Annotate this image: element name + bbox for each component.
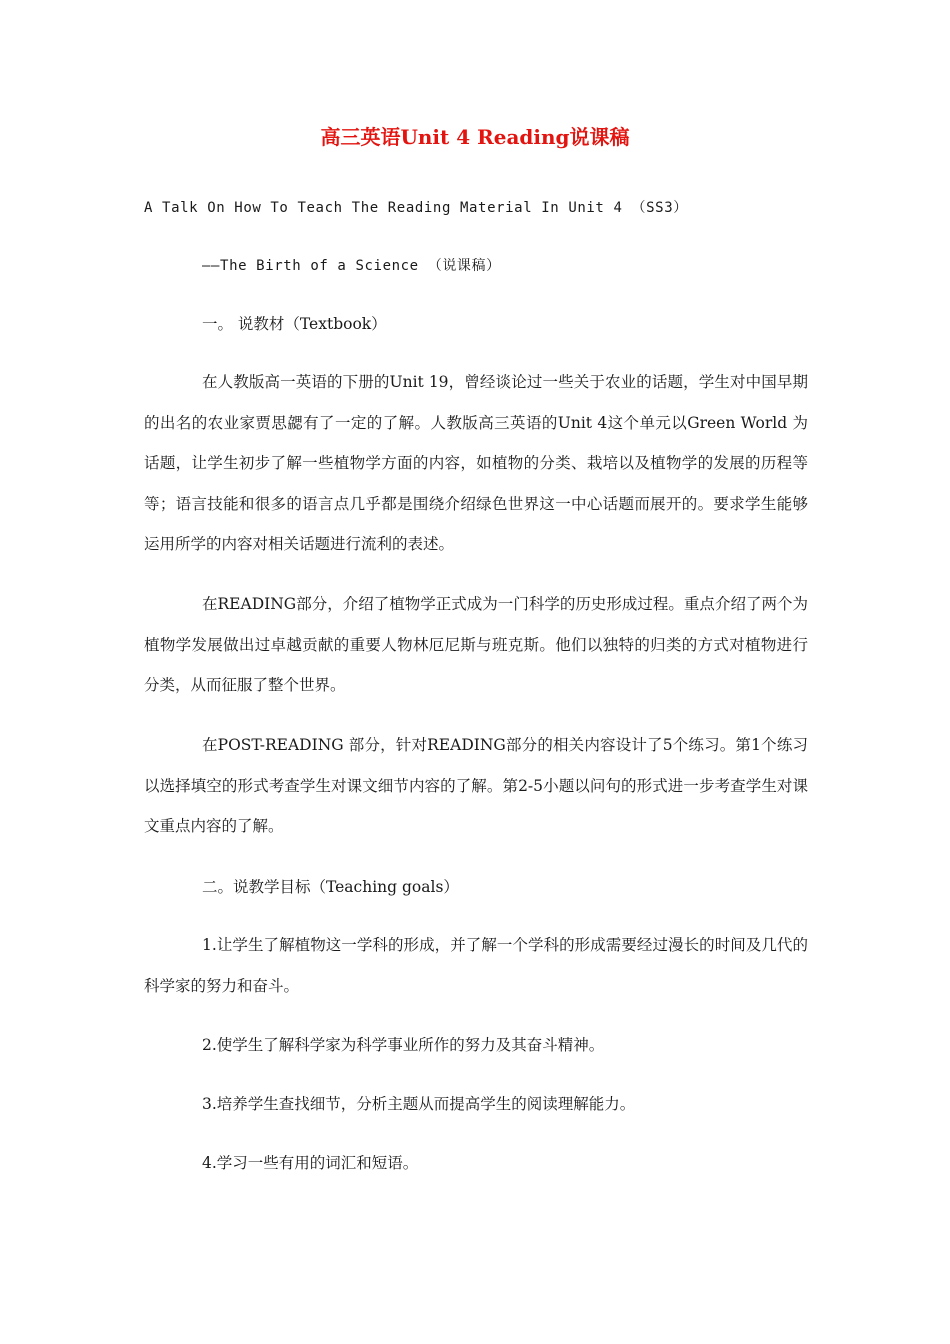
goal-item-3: 3.培养学生查找细节，分析主题从而提高学生的阅读理解能力。 [202,1095,636,1113]
goal-item-1: 1.让学生了解植物这一学科的形成，并了解一个学科的形成需要经过漫长的时间及几代的科学家的努力和奋斗。 [144,936,808,995]
goal-item-2: 2.使学生了解科学家为科学事业所作的努力及其奋斗精神。 [202,1036,605,1054]
section-1-paragraph-3: 在POST-READING 部分，针对READING部分的相关内容设计了5个练习。第1个练习以选择填空的形式考查学生对课文细节内容的了解。第2-5小题以问句的形式进一步考查学生对课文重点内容的了解。 [144,736,808,835]
section-1-paragraph-1: 在人教版高一英语的下册的Unit 19，曾经谈论过一些关于农业的话题，学生对中国早期的出名的农业家贾思勰有了一定的了解。人教版高三英语的Unit 4这个单元以Green World 为话题，让学生初步了解一些植物学方面的内容，如植物的分类、栽培以及植物学的发展的历程等等；语言技能和很多的语言点几乎都是围绕介绍绿色世界这一中心话题而展开的。要求学生能够运用所学的内容对相关话题进行流利的表述。 [144,373,808,553]
section-1-paragraph-2: 在READING部分，介绍了植物学正式成为一门科学的历史形成过程。重点介绍了两个为植物学发展做出过卓越贡献的重要人物林厄尼斯与班克斯。他们以独特的归类的方式对植物进行分类，从而征服了整个世界。 [144,595,808,694]
document-subtitle: A Talk On How To Teach The Reading Material In Unit 4 （SS3） [144,200,688,216]
document-title: 高三英语Unit 4 Reading说课稿 [320,125,630,149]
document-subtitle-2: ——The Birth of a Science （说课稿） [202,258,501,274]
goal-item-4: 4.学习一些有用的词汇和短语。 [202,1154,419,1172]
section-1-heading: 一。 说教材（Textbook） [202,315,387,333]
section-2-heading: 二。说教学目标（Teaching goals） [202,878,459,896]
